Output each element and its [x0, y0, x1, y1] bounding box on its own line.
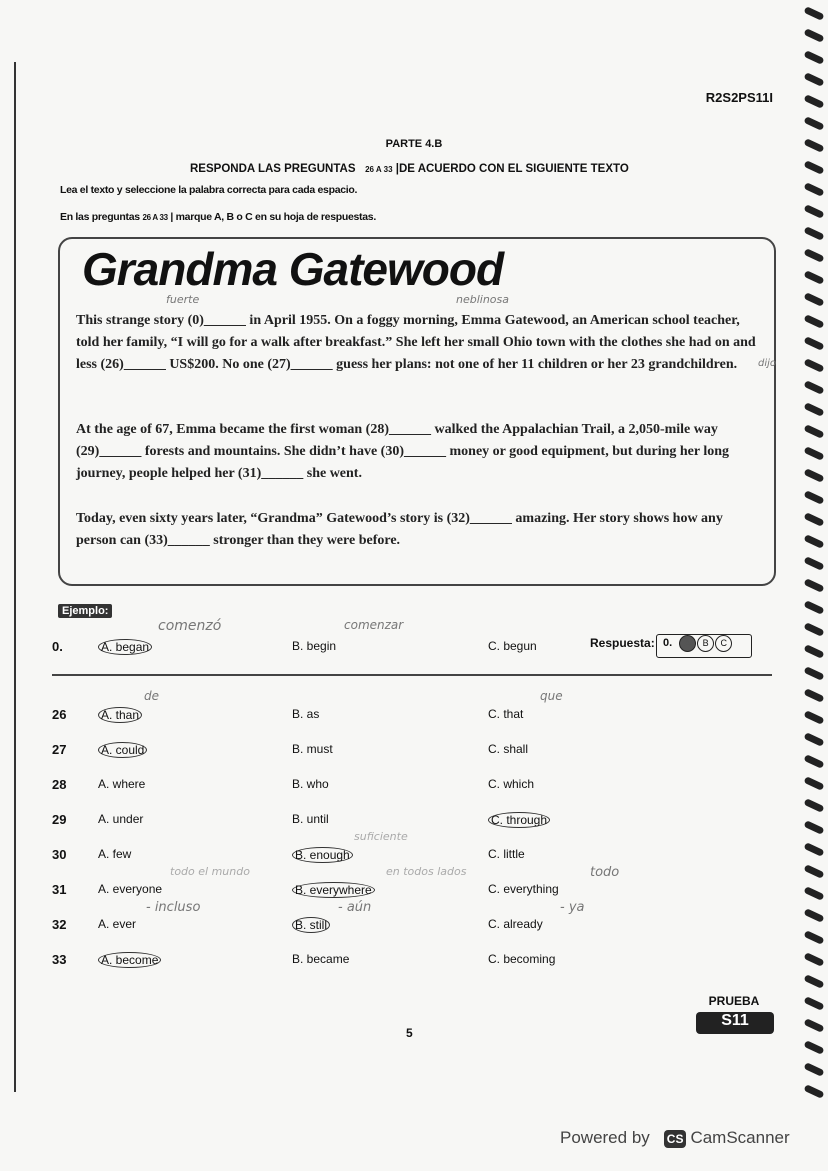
spiral-ring [803, 776, 824, 791]
instruction-prefix: RESPONDA LAS PREGUNTAS [190, 163, 356, 175]
note-incluso: - incluso [146, 900, 201, 915]
note-fuerte: fuerte [166, 293, 200, 306]
spiral-ring [803, 468, 824, 483]
option-a: A. everyone [98, 882, 163, 896]
spiral-ring [803, 28, 824, 43]
example-option-c: C. begun [488, 639, 537, 653]
spiral-ring [803, 534, 824, 549]
instruction-line-1: Lea el texto y seleccione la palabra correcta para cada espacio. [60, 184, 358, 196]
option-b: B. must [292, 742, 333, 756]
spiral-ring [803, 930, 824, 945]
question-number: 27 [52, 742, 67, 757]
option-c: C. already [488, 917, 543, 931]
spiral-ring [803, 732, 824, 747]
option-a: A. could [98, 742, 147, 758]
passage-paragraph-2: At the age of 67, Emma became the first woman (28)______ walked the Appalachian Trail, a 2,050-mile way (29)______ forests and mountains. She didn’t have (30)______ money or good equipment, but during her long journey, people helped her (31)______ she went. [76, 422, 730, 481]
spiral-ring [803, 226, 824, 241]
spiral-ring [803, 512, 824, 527]
prueba-label: PRUEBA [708, 994, 760, 1008]
option-a: A. than [98, 707, 142, 723]
spiral-ring [803, 424, 824, 439]
option-b: B. enough [292, 847, 353, 863]
passage-paragraph-1: This strange story (0)______ in April 1955. On a foggy morning, Emma Gatewood, an American school teacher, told her family, “I will go for a walk after breakfast.” She left her small Ohio town with the clothes she had on and less (26)______ US$200. No one (27)______ guess her plans: not one of her 11 children or her 23 grandchildren. [76, 313, 756, 372]
note-aun: - aún [338, 900, 372, 915]
question-row [52, 812, 772, 836]
option-c: C. everything [488, 882, 559, 896]
question-row [52, 742, 772, 766]
powered-by: Powered by [560, 1128, 650, 1147]
spiral-ring [803, 248, 824, 263]
option-b: B. still [292, 917, 330, 933]
option-a: A. become [98, 952, 161, 968]
spiral-ring [803, 754, 824, 769]
spiral-ring [803, 270, 824, 285]
note-neblinosa: neblinosa [456, 293, 510, 306]
note-dijo: dijo [758, 358, 777, 369]
question-row [52, 952, 772, 976]
spiral-ring [803, 600, 824, 615]
spiral-binding [798, 0, 828, 1120]
spiral-ring [803, 1018, 824, 1033]
option-c: C. through [488, 812, 550, 828]
spiral-ring [803, 1084, 824, 1099]
answer-box [656, 634, 752, 658]
spiral-ring [803, 798, 824, 813]
note-que: que [540, 689, 563, 703]
example-label: Ejemplo: [58, 604, 112, 618]
option-c: C. becoming [488, 952, 556, 966]
example-option-a: A. began [98, 639, 152, 655]
option-b: B. until [292, 812, 329, 826]
note-comenzar: comenzar [344, 618, 404, 632]
option-a: A. few [98, 847, 132, 861]
spiral-ring [803, 380, 824, 395]
spiral-ring [803, 974, 824, 989]
bubble-b: B [697, 635, 714, 652]
question-row [52, 777, 772, 801]
option-c: C. which [488, 777, 535, 791]
note-suficiente: suficiente [354, 830, 408, 843]
question-number: 32 [52, 917, 67, 932]
spiral-ring [803, 160, 824, 175]
option-c: C. shall [488, 742, 529, 756]
line2-range: 26 A 33 [142, 213, 168, 222]
spiral-ring [803, 336, 824, 351]
spiral-ring [803, 952, 824, 967]
spiral-ring [803, 842, 824, 857]
option-b: B. as [292, 707, 320, 721]
passage-title: Grandma Gatewood [82, 243, 504, 295]
option-b: B. who [292, 777, 329, 791]
option-c: C. little [488, 847, 525, 861]
spiral-ring [803, 50, 824, 65]
spiral-ring [803, 292, 824, 307]
question-row [52, 917, 772, 941]
spiral-ring [803, 72, 824, 87]
spiral-ring [803, 182, 824, 197]
spiral-ring [803, 490, 824, 505]
camscanner-logo-icon: CS [664, 1130, 687, 1148]
option-b: B. everywhere [292, 882, 375, 898]
instruction-line-2 [60, 211, 376, 223]
spiral-ring [803, 556, 824, 571]
line2-suffix: | marque A, B o C en su hoja de respuestas. [170, 211, 376, 223]
note-ya: - ya [560, 900, 585, 915]
page-number: 5 [406, 1026, 413, 1040]
spiral-ring [803, 666, 824, 681]
spiral-ring [803, 886, 824, 901]
answer-number: 0. [663, 637, 673, 649]
question-number: 30 [52, 847, 67, 862]
instruction-heading [190, 163, 629, 175]
spiral-ring [803, 204, 824, 219]
example-option-b: B. begin [292, 639, 337, 653]
spiral-ring [803, 996, 824, 1011]
note-todo-el-mundo: todo el mundo [170, 865, 250, 878]
note-comenzo: comenzó [158, 618, 222, 634]
example-number: 0. [52, 639, 63, 654]
spiral-ring [803, 1040, 824, 1055]
spiral-ring [803, 908, 824, 923]
spiral-ring [803, 644, 824, 659]
question-number: 33 [52, 952, 67, 967]
option-a: A. ever [98, 917, 137, 931]
part-heading: PARTE 4.B [385, 138, 443, 150]
option-a: A. under [98, 812, 144, 826]
spiral-ring [803, 622, 824, 637]
question-row [52, 707, 772, 731]
question-number: 31 [52, 882, 67, 897]
question-number: 28 [52, 777, 67, 792]
exam-code: R2S2PS11I [705, 90, 773, 105]
test-code-badge: S11 [696, 1012, 774, 1034]
divider [52, 674, 772, 676]
option-c: C. that [488, 707, 524, 721]
spiral-ring [803, 314, 824, 329]
spiral-ring [803, 446, 824, 461]
camscanner-watermark [560, 1128, 790, 1148]
spiral-ring [803, 402, 824, 417]
passage-paragraph-3: Today, even sixty years later, “Grandma” Gatewood’s story is (32)______ amazing. Her story shows how any person can (33)______ stronger than they were before. [76, 511, 723, 548]
margin-line [14, 62, 16, 1092]
option-a: A. where [98, 777, 146, 791]
spiral-ring [803, 1062, 824, 1077]
bubble-c: C [715, 635, 732, 652]
note-de: de [144, 689, 159, 703]
spiral-ring [803, 116, 824, 131]
spiral-ring [803, 710, 824, 725]
answer-label: Respuesta: [590, 636, 655, 650]
spiral-ring [803, 358, 824, 373]
spiral-ring [803, 578, 824, 593]
spiral-ring [803, 94, 824, 109]
option-b: B. became [292, 952, 350, 966]
question-number: 29 [52, 812, 67, 827]
spiral-ring [803, 864, 824, 879]
bubble-a-filled: A [679, 635, 696, 652]
line2-prefix: En las preguntas [60, 211, 140, 223]
note-todo: todo [590, 865, 620, 880]
question-range: 26 A 33 [365, 165, 393, 174]
note-en-todos-lados: en todos lados [386, 865, 467, 878]
question-number: 26 [52, 707, 67, 722]
spiral-ring [803, 6, 824, 21]
camscanner-brand: CamScanner [690, 1128, 790, 1147]
instruction-suffix: |DE ACUERDO CON EL SIGUIENTE TEXTO [395, 163, 629, 175]
spiral-ring [803, 688, 824, 703]
spiral-ring [803, 820, 824, 835]
